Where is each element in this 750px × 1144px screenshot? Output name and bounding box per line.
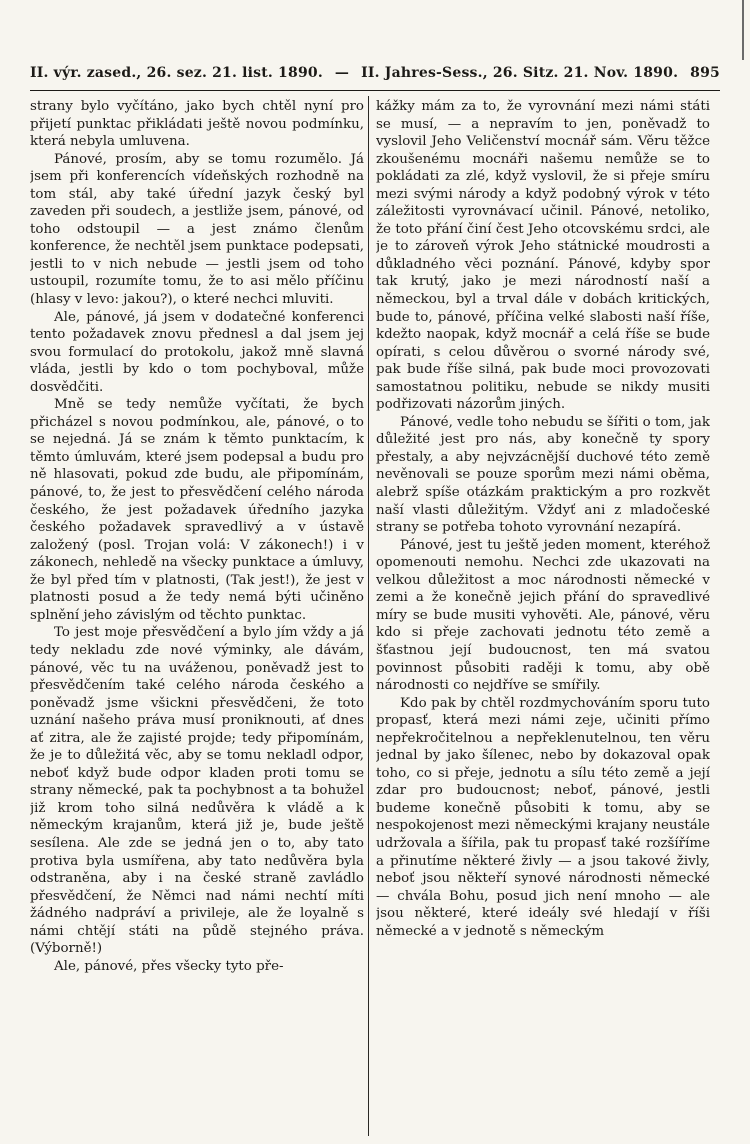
- paragraph: Mně se tedy nemůže vyčítati, že bych přicházel s novou podmínkou, ale, pánové, o to se nejedná. Já se znám k těmto punktacím, k těmto úmluvám, které jsem podepsal a budu pro ně hlasovati, pokud zde budu, ale připomínám, pánové, to, že jest to přesvědčení celého národa českého, že jest požadavek úředního jazyka českého požadavek spravedlivý a v ústavě založený (posl. Trojan volá: V zákonech!) i v zákonech, nehledě na všecky punktace a úmluvy, že byl před tím v platnosti, (Tak jest!), že jest v platnosti posud a že tedy nemá býti učiněno splnění jeho závislým od těchto punktac.: [30, 397, 364, 623]
- right-column: [376, 98, 710, 1138]
- header-separator: —: [334, 65, 350, 81]
- left-column: [30, 98, 364, 1138]
- paragraph: Kdo pak by chtěl rozdmychováním sporu tuto propasť, která mezi námi zeje, učiniti přímo nepřekročitelnou a nepřeklenutelnou, ten věru jednal by jako šílenec, nebo by dokazoval opak toho, co si přeje, jednotu a sílu této země a její zdar pro budoucnost; neboť, pánové, jestli budeme konečně působiti k tomu, aby se nespokojenost mezi německými krajany neustále udržovala a šířila, pak tu propasť také rozšíříme a přinutíme některé živly — a jsou takové živly, neboť jsou někteří synové národnosti německé — chvála Bohu, posud jich není mnoho — ale jsou některé, které ideály své hledají v říši německé a v jednotě s německým: [376, 695, 710, 939]
- running-header: [30, 60, 720, 86]
- scan-edge-mark: [742, 0, 744, 60]
- header-rule: [30, 90, 720, 91]
- paragraph: Ale, pánové, přes všecky tyto pře-: [54, 958, 284, 974]
- header-session-german: II. Jahres-Sess., 26. Sitz. 21. Nov. 1890.: [361, 65, 679, 81]
- paragraph: Pánové, jest tu ještě jeden moment, kteréhož opomenouti nemohu. Nechci zde ukazovati na velkou důležitost a moc národnosti německé v zemi a že konečně jejich přání do spravedlivé míry se bude musiti vyhověti. Ale, pánové, věru kdo si přeje zachovati jednotu této země a šťastnou její budoucnost, ten má svatou povinnost působiti raději k tomu, aby obě národnosti co nejdříve se smířily.: [376, 537, 710, 694]
- paragraph: Ale, pánové, já jsem v dodatečné konferenci tento požadavek znovu přednesl a dal jsem jej svou formulací do protokolu, jakož mně slavná vláda, jestli by kdo o tom pochyboval, může dosvědčiti.: [30, 309, 364, 395]
- page-number: 895: [690, 65, 720, 81]
- paragraph: strany bylo vyčítáno, jako bych chtěl nyní pro přijetí punktac přikládati ještě novou podmínku, která nebyla umluvena.: [30, 99, 364, 150]
- column-divider: [368, 96, 369, 1136]
- paragraph: kážky mám za to, že vyrovnání mezi námi státi se musí, — a nepravím to jen, poněvadž to vyslovil Jeho Veličenství mocnář sám. Věru těžce zkoušenému mocnáři našemu nemůže se to pokládati za zlé, když vyslovil, že si přeje smíru mezi svými národy a když podobný výrok v této záležitosti vyrovnávací učinil. Pánové, netoliko, že toto přání činí čest Jeho otcovskému srdci, ale je to zároveň výrok Jeho státnické moudrosti a důkladného věci poznání. Pánové, kdyby spor tak krutý, jako je mezi národností naší a německou, byl a trval dále v dobách kritických, bude to, pánové, příčina velké slabosti naší říše, kdežto naopak, když mocnář a celá říše se bude opírati, s celou důvěrou o svorné národy své, pak bude říše silná, pak bude moci provozovati samostatnou politiku, nebude se nikdy musiti podřizovati názorům jiných.: [376, 99, 710, 413]
- paragraph: To jest moje přesvědčení a bylo jím vždy a já tedy nekladu zde nové výminky, ale dávám, pánové, věc tu na uváženou, poněvadž jest to přesvědčením také celého národa českého a poněvadž jsme všickni přesvědčeni, že toto uznání našeho práva musí proniknouti, ať dnes ať zitra, ale že zajisté projde; tedy připomínám, že je to důležitá věc, aby se tomu nekladl odpor, neboť když bude odpor kladen proti tomu se strany německé, pak ta pochybnost a ta bohužel již krom toho silná nedůvěra k vládě a k německým krajanům, která již je, bude ještě sesílena. Ale zde se jedná jen o to, aby tato protiva byla usmířena, aby tato nedůvěra byla odstraněna, aby i na české straně zavládlo přesvědčení, že Němci nad námi nechtí míti žádného nadpráví a privileje, ale že loyalně s námi chtějí státi na půdě stejného práva. (Výborně!): [30, 625, 364, 957]
- paragraph: Pánové, prosím, aby se tomu rozumělo. Já jsem při konferencích vídeňských rozhodně na tom stál, aby také úřední jazyk český byl zaveden při soudech, a jestliže jsem, pánové, od toho odstoupil — a jest známo členům konference, že nechtěl jsem punktace podepsati, jestli to v nich nebude — jestli jsem od toho ustoupil, rozumíte tomu, že to asi mělo příčinu (hlasy v levo: jakou?), o které nechci mluviti.: [30, 151, 364, 308]
- paragraph: Pánové, vedle toho nebudu se šířiti o tom, jak důležité jest pro nás, aby konečně ty spory přestaly, a aby nejvzácnější duchové této země nevěnovali se pouze sporům mezi námi oběma, alebrž spíše otázkám praktickým a pro rozkvět naší vlasti důležitým. Vždyť ani z mladočeské strany se potřeba tohoto vyrovnání nezapírá.: [376, 414, 710, 536]
- header-session-czech: II. výr. zased., 26. sez. 21. list. 1890.: [30, 65, 323, 81]
